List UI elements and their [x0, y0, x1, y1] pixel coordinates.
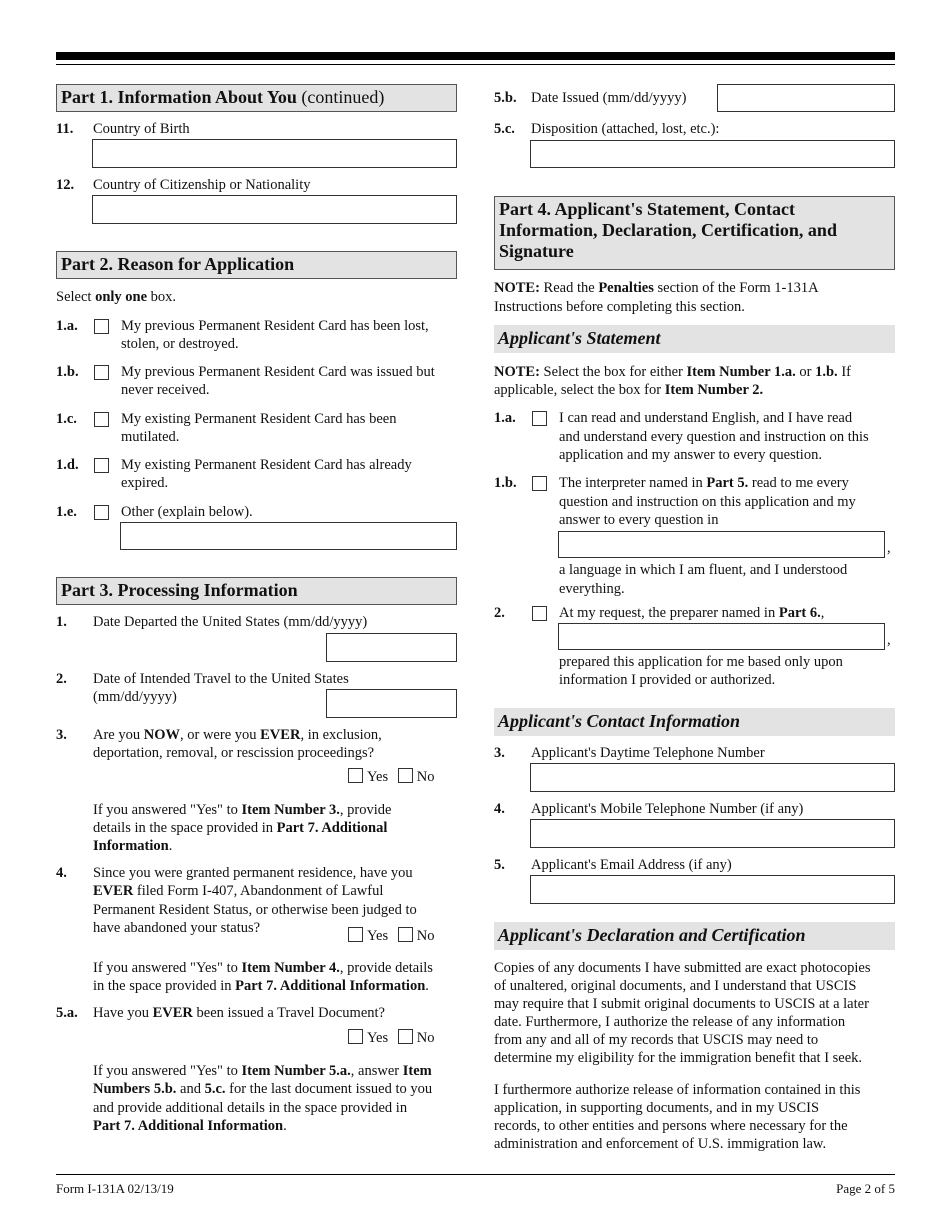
s1b-line1 [559, 474, 849, 492]
q4-no-label: No [416, 928, 435, 944]
q5a-a: Have you [93, 1005, 153, 1021]
q5an-d: Item [402, 1063, 432, 1079]
p3-q4-line2 [93, 882, 383, 900]
option-1b-number: 1.b. [56, 364, 79, 380]
option-1c-line1: My existing Permanent Resident Card has been [121, 411, 397, 427]
decl-p2-line: I furthermore authorize release of information contained in this [494, 1082, 861, 1098]
q3-yes-label: Yes [367, 769, 389, 785]
q4-yes-checkbox[interactable] [348, 927, 363, 942]
part4-title-line3: Signature [499, 241, 574, 261]
q11-number: 11. [56, 121, 74, 137]
p3-q2-line1: Date of Intended Travel to the United States [93, 671, 349, 687]
s2-checkbox[interactable] [532, 606, 547, 621]
daytime-phone-field[interactable] [530, 763, 895, 792]
declaration-heading: Applicant's Declaration and Certification [494, 922, 895, 950]
q5a-note-line4 [93, 1117, 287, 1135]
q3-note-line1 [93, 801, 391, 819]
applicant-statement-heading: Applicant's Statement [494, 325, 895, 353]
q5an-l4a: Part 7. Additional Information [93, 1118, 284, 1134]
footer-form-id: Form I-131A 02/13/19 [56, 1181, 174, 1196]
q4n-l2b: Part 7. Additional Information [235, 978, 426, 994]
p4n-d: section of the Form 1-131A [653, 280, 819, 296]
option-1a-checkbox[interactable] [94, 319, 109, 334]
s2-line2: prepared this application for me based only upon [559, 654, 843, 670]
q3n-b: Item Number 3. [241, 802, 340, 818]
q4n-l2c: . [425, 978, 429, 994]
part3-title: Part 3. Processing Information [61, 580, 298, 600]
part2-heading [56, 251, 457, 279]
date-intended-travel-field[interactable] [326, 689, 457, 718]
q11-label: Country of Birth [93, 121, 190, 137]
q4n-c: , provide details [339, 960, 433, 976]
language-field[interactable] [558, 531, 885, 558]
country-of-birth-field[interactable] [92, 139, 457, 168]
preparer-name-field[interactable] [558, 623, 885, 650]
stn-f: If [837, 364, 851, 380]
s2-line3: information I provided or authorized. [559, 672, 776, 688]
footer-rule [56, 1174, 895, 1175]
option-1e-checkbox[interactable] [94, 505, 109, 520]
p4n-c: Penalties [598, 280, 654, 296]
q3-c: , or were you [180, 727, 261, 743]
q3-no-checkbox[interactable] [398, 768, 413, 783]
option-1e-line1: Other (explain below). [121, 504, 253, 520]
statement-note-line2 [494, 381, 763, 399]
instr-post: box. [147, 289, 177, 305]
decl-p2-line: records, to other entities and persons where necessary for the [494, 1118, 848, 1134]
part4-note-line2: Instructions before completing this section. [494, 299, 745, 315]
s1b-line5: everything. [559, 581, 625, 597]
date-departed-field[interactable] [326, 633, 457, 662]
q4-l2c: filed Form I-407, Abandonment of Lawful [133, 883, 384, 899]
part4-title-line2: Information, Declaration, Certification, and [499, 220, 837, 240]
q3-d: EVER [260, 727, 301, 743]
q5an-a: If you answered "Yes" to [93, 1063, 242, 1079]
q3-yes-checkbox[interactable] [348, 768, 363, 783]
q5an-c: , answer [350, 1063, 403, 1079]
option-1d-line1: My existing Permanent Resident Card has already [121, 457, 412, 473]
p3-q1-number: 1. [56, 614, 67, 630]
q4-note-line2 [93, 977, 429, 995]
p3-q1-label: Date Departed the United States (mm/dd/yyyy) [93, 614, 368, 630]
p3-q3-line2: deportation, removal, or rescission proceedings? [93, 745, 375, 761]
part3-heading [56, 577, 457, 605]
q5a-no-checkbox[interactable] [398, 1029, 413, 1044]
stn-l2a: applicable, select the box for [494, 382, 665, 398]
stn-a: NOTE: [494, 364, 540, 380]
decl-p1-line: determine my eligibility for the immigration benefit that I seek. [494, 1050, 863, 1066]
decl-p1-line: from any and all of my records that USCIS may need to [494, 1032, 819, 1048]
q4-yes-label: Yes [367, 928, 389, 944]
p4n-a: NOTE: [494, 280, 540, 296]
option-1c-number: 1.c. [56, 411, 77, 427]
q3-note-line2 [93, 819, 387, 837]
option-1d-number: 1.d. [56, 457, 79, 473]
q3n-l3: Information [93, 838, 169, 854]
q4-l2b: EVER [93, 883, 134, 899]
part2-title: Part 2. Reason for Application [61, 254, 295, 274]
decl-p1-line: may require that I submit original documents to USCIS at a later [494, 996, 869, 1012]
q4n-a: If you answered "Yes" to [93, 960, 242, 976]
footer-page-number: Page 2 of 5 [836, 1181, 895, 1196]
p3-q5b-number: 5.b. [494, 90, 517, 106]
q3-e: , in exclusion, [300, 727, 382, 743]
c5-label: Applicant's Email Address (if any) [531, 857, 732, 873]
q3-no-label: No [416, 769, 435, 785]
part4-note-line1 [494, 279, 819, 297]
decl-p2-line: application, in supporting documents, and in my USCIS [494, 1100, 820, 1116]
q5a-no-label: No [416, 1030, 435, 1046]
q3-note-line3 [93, 837, 172, 855]
q5a-yes-checkbox[interactable] [348, 1029, 363, 1044]
part1-heading [56, 84, 457, 112]
s1b-line4: a language in which I am fluent, and I understood [559, 562, 848, 578]
c3-label: Applicant's Daytime Telephone Number [531, 745, 765, 761]
part4-heading [494, 196, 895, 270]
q5a-yes-no [348, 1029, 434, 1047]
q5an-b: Item Number 5.a. [241, 1063, 351, 1079]
s1b-l1a: The interpreter named in [559, 475, 707, 491]
s1a-number: 1.a. [494, 410, 516, 426]
stn-l2b: Item Number 2. [664, 382, 764, 398]
s1b-line2: question and instruction on this application and my [559, 494, 856, 510]
p3-q5b-label: Date Issued (mm/dd/yyyy) [531, 90, 687, 106]
q3n-a: If you answered "Yes" to [93, 802, 242, 818]
q3n-l3end: . [168, 838, 173, 854]
disposition-field[interactable] [530, 140, 895, 168]
part4-title-line1: Part 4. Applicant's Statement, Contact [499, 199, 795, 219]
declaration-paragraph-2 [494, 1081, 904, 1153]
stn-d: or [795, 364, 816, 380]
option-1a-line2: stolen, or destroyed. [121, 336, 239, 352]
stn-b: Select the box for either [539, 364, 687, 380]
p3-q4-line4: have abandoned your status? [93, 920, 261, 936]
option-1e-number: 1.e. [56, 504, 77, 520]
option-1c-checkbox[interactable] [94, 412, 109, 427]
p3-q2-line2: (mm/dd/yyyy) [93, 689, 177, 705]
p3-q5c-label: Disposition (attached, lost, etc.): [531, 121, 720, 137]
c5-number: 5. [494, 857, 505, 873]
q3n-l2a: details in the space provided in [93, 820, 277, 836]
q3n-l2b: Part 7. Additional [276, 820, 388, 836]
header-thick-rule [56, 52, 895, 60]
p3-q4-line1: Since you were granted permanent residence, have you [93, 865, 413, 881]
p3-q4-line3: Permanent Resident Status, or otherwise been judged to [93, 902, 417, 918]
statement-note-line1 [494, 363, 851, 381]
q3-yes-no [348, 768, 434, 786]
part1-title-suffix: (continued) [296, 87, 385, 107]
q4-no-checkbox[interactable] [398, 927, 413, 942]
s2-number: 2. [494, 605, 505, 621]
q5a-c: been issued a Travel Document? [192, 1005, 385, 1021]
q4-yes-no [348, 927, 434, 945]
s1b-l1b: Part 5. [706, 475, 749, 491]
p3-q3-number: 3. [56, 727, 67, 743]
option-1a-line1: My previous Permanent Resident Card has been lost, [121, 318, 429, 334]
instr-bold: only one [95, 289, 148, 305]
country-of-citizenship-field[interactable] [92, 195, 457, 224]
option-1d-line2: expired. [121, 475, 169, 491]
s1a-line3: application and my answer to every question. [559, 447, 822, 463]
q5a-note-line3: and provide additional details in the space provided in [93, 1100, 408, 1116]
q4n-b: Item Number 4. [241, 960, 340, 976]
s2-l1c: , [820, 605, 825, 621]
s1b-line3: answer to every question in [559, 512, 719, 528]
s1b-number: 1.b. [494, 475, 517, 491]
s1b-l1c: read to me every [748, 475, 849, 491]
c4-label: Applicant's Mobile Telephone Number (if any) [531, 801, 804, 817]
header-thin-rule [56, 64, 895, 65]
option-1d-checkbox[interactable] [94, 458, 109, 473]
q3n-c: , provide [339, 802, 392, 818]
q12-label: Country of Citizenship or Nationality [93, 177, 311, 193]
q3-a: Are you [93, 727, 144, 743]
q5a-note-line1 [93, 1062, 432, 1080]
instr-pre: Select [56, 289, 96, 305]
option-1b-line1: My previous Permanent Resident Card was issued but [121, 364, 435, 380]
s2-l1b: Part 6. [778, 605, 821, 621]
q5an-l2b: and [176, 1081, 205, 1097]
decl-p1-line: Copies of any documents I have submitted are exact photocopies [494, 960, 871, 976]
s1a-checkbox[interactable] [532, 411, 547, 426]
email-field[interactable] [530, 875, 895, 904]
decl-p1-line: date. Furthermore, I authorize the release of any information [494, 1014, 846, 1030]
declaration-paragraph-1 [494, 959, 904, 1067]
option-1a-number: 1.a. [56, 318, 78, 334]
option-1c-line2: mutilated. [121, 429, 180, 445]
q5an-l2a: Numbers 5.b. [93, 1081, 177, 1097]
s1b-checkbox[interactable] [532, 476, 547, 491]
s2-line1 [559, 604, 824, 622]
p4n-b: Read the [539, 280, 599, 296]
p3-q5a-label [93, 1004, 385, 1022]
c4-number: 4. [494, 801, 505, 817]
preparer-comma: , [887, 632, 891, 648]
p3-q2-number: 2. [56, 671, 67, 687]
q4n-l2a: in the space provided in [93, 978, 236, 994]
c3-number: 3. [494, 745, 505, 761]
q5a-b: EVER [152, 1005, 193, 1021]
option-1b-line2: never received. [121, 382, 210, 398]
p3-q5a-number: 5.a. [56, 1005, 78, 1021]
q5an-l4b: . [283, 1118, 287, 1134]
q5an-l2c: 5.c. [204, 1081, 226, 1097]
q4-note-line1 [93, 959, 433, 977]
mobile-phone-field[interactable] [530, 819, 895, 848]
stn-e: 1.b. [815, 364, 838, 380]
q5an-l2d: for the last document issued to you [225, 1081, 433, 1097]
part2-instruction [56, 288, 176, 306]
stn-c: Item Number 1.a. [686, 364, 796, 380]
applicant-contact-heading: Applicant's Contact Information [494, 708, 895, 736]
p3-q5c-number: 5.c. [494, 121, 515, 137]
decl-p2-line: administration and enforcement of U.S. immigration law. [494, 1136, 827, 1152]
language-comma: , [887, 540, 891, 556]
q12-number: 12. [56, 177, 75, 193]
part1-title: Part 1. Information About You [61, 87, 297, 107]
option-1b-checkbox[interactable] [94, 365, 109, 380]
q3-b: NOW [143, 727, 180, 743]
p3-q3-line1 [93, 726, 382, 744]
q5a-note-line2 [93, 1080, 432, 1098]
p3-q4-number: 4. [56, 865, 67, 881]
s1a-line2: and understand every question and instruction on this [559, 429, 869, 445]
other-explain-field[interactable] [120, 522, 457, 550]
date-issued-field[interactable] [717, 84, 895, 112]
s2-l1a: At my request, the preparer named in [559, 605, 779, 621]
q5a-yes-label: Yes [367, 1030, 389, 1046]
s1a-line1: I can read and understand English, and I have read [559, 410, 853, 426]
decl-p1-line: of unaltered, original documents, and I understand that USCIS [494, 978, 857, 994]
